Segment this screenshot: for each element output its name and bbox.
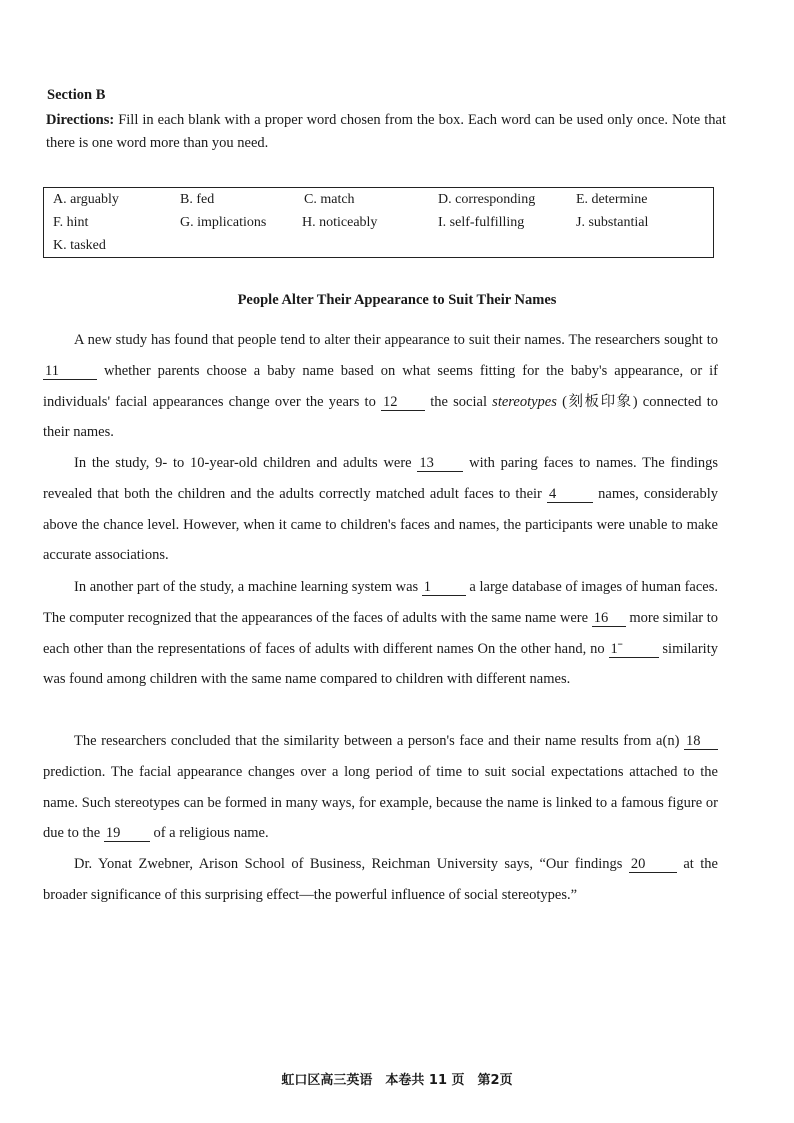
answer-blank-20: 20 (629, 856, 677, 873)
text-run: whether parents choose a baby name based on what seems fitting for the baby's appearance, or if individuals' facial appearances change over the years to (43, 362, 718, 410)
word-option: G. implications (180, 215, 267, 230)
word-option: J. substantial (576, 215, 649, 230)
word-option: C. match (304, 192, 355, 207)
word-option: B. fed (180, 192, 215, 207)
text-run: Dr. Yonat Zwebner, Arison School of Business, Reichman University says, “Our findings (74, 856, 629, 872)
text-run: In the study, 9- to 10-year-old children and adults were (74, 455, 418, 471)
word-box (43, 187, 714, 258)
text-run: a large database of images of human faces. The computer recognized that the appearances of the faces of adults with the same name were (43, 579, 718, 626)
answer-blank-16: 16 (592, 610, 626, 627)
word-option: F. hint (53, 215, 89, 230)
answer-blank-17: 1ˉ (609, 641, 659, 658)
answer-blank-18: 18 (684, 733, 718, 750)
answer-blank-13: 13 (417, 455, 463, 472)
word-option: I. self-fulfilling (438, 215, 525, 230)
answer-blank-12: 12 (381, 394, 425, 411)
text-run: (刻板印象) connected to their names. (43, 393, 718, 441)
section-title: Section B (47, 87, 106, 103)
word-option: H. noticeably (302, 215, 378, 230)
directions-text: Fill in each blank with a proper word chosen from the box. Each word can be used only once. Note that there is one word more than you need. (46, 112, 726, 151)
text-run: more similar to each other than the representations of faces of adults with different names On the other hand, no (43, 609, 719, 657)
italic-term: stereotypes (492, 393, 557, 410)
answer-blank-15: 1 (422, 579, 466, 596)
text-run: with paring faces to names. The findings revealed that both the children and the adults correctly matched adult faces to their (43, 455, 718, 502)
directions-label: Directions: (46, 112, 115, 128)
text-run: prediction. The facial appearance changes over a long period of time to suit social expectations attached to the name. Such stereotypes can be formed in many ways, for example, because the name is linked to a famous figure or due to the (43, 763, 718, 842)
text-run: The researchers concluded that the similarity between a person's face and their name results from a(n) (74, 733, 684, 749)
page-footer: 虹口区高三英语 本卷共 11 页 第2页 (281, 1073, 513, 1088)
directions (46, 109, 726, 155)
answer-blank-14: 4 (547, 486, 593, 503)
text-run: names, considerably above the chance level. However, when it came to children's faces and names, the participants were unable to make accurate associations. (43, 485, 718, 564)
paragraph-4 (43, 726, 718, 849)
word-option: K. tasked (53, 238, 106, 253)
paragraph-5 (43, 849, 718, 911)
article-title: People Alter Their Appearance to Suit Their Names (237, 292, 557, 308)
paragraph-3 (43, 572, 718, 695)
answer-blank-19: 19 (104, 825, 150, 842)
text-run: similarity was found among children with the same name compared to children with different names. (43, 640, 718, 688)
text-run: at the broader significance of this surprising effect—the powerful influence of social stereotypes.” (43, 856, 718, 903)
paragraph-2 (43, 448, 718, 571)
word-option: A. arguably (53, 192, 119, 207)
word-option: E. determine (576, 192, 648, 207)
paragraph-1 (43, 325, 718, 448)
word-option: D. corresponding (438, 192, 536, 207)
answer-blank-11: 11 (43, 363, 97, 380)
text-run: of a religious name. (149, 825, 269, 842)
text-run: A new study has found that people tend to alter their appearance to suit their names. The researchers sought to (74, 332, 718, 348)
text-run: In another part of the study, a machine learning system was (74, 579, 422, 595)
text-run: the social (425, 393, 493, 410)
